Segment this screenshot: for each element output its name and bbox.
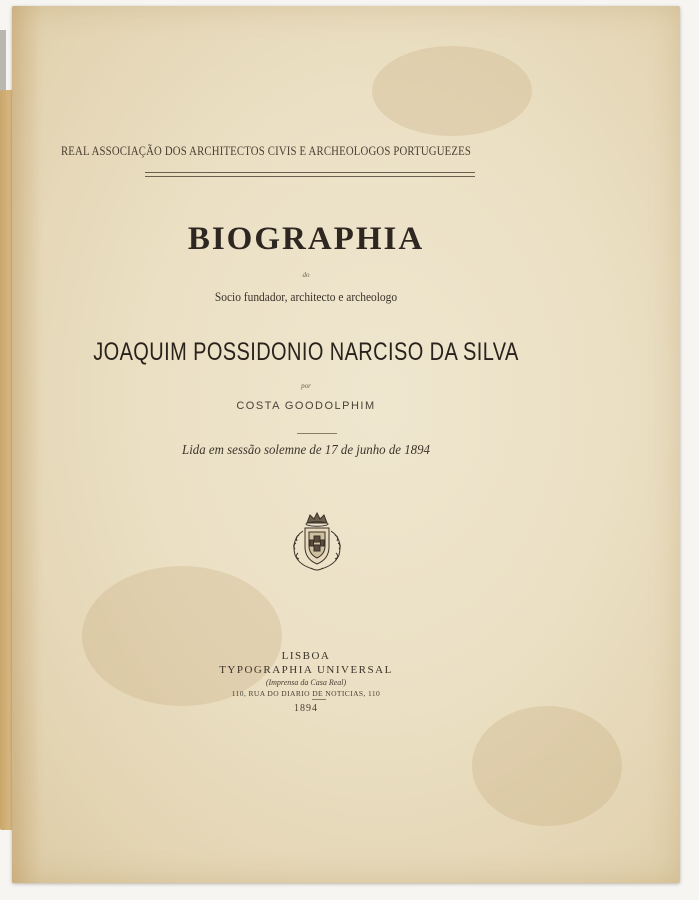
royal-coat-of-arms-icon: [283, 509, 351, 577]
imprint-printer-note: (Imprensa da Casa Real): [265, 678, 347, 687]
double-rule-bottom: [145, 176, 475, 177]
year-rule: [312, 699, 326, 700]
title-connector: do: [302, 271, 310, 279]
subject-description: Socio fundador, architecto e archeologo: [214, 289, 398, 304]
author-name: COSTA GOODOLPHIM: [236, 400, 376, 412]
imprint-year: 1894: [294, 703, 318, 714]
subject-name: JOAQUIM POSSIDONIO NARCISO DA SILVA: [93, 338, 519, 366]
association-heading: REAL ASSOCIAÇÃO DOS ARCHITECTOS CIVIS E ARCHEOLOGOS PORTUGUEZES: [60, 144, 472, 158]
imprint-city: LISBOA: [281, 650, 331, 662]
separator-rule: [297, 433, 337, 434]
reading-note: Lida em sessão solemne de 17 de junho de 1894: [182, 443, 430, 458]
title-page: [12, 6, 680, 883]
imprint-printer: TYPOGRAPHIA UNIVERSAL: [219, 664, 393, 676]
author-connector: por: [301, 382, 311, 390]
imprint-address: 110, RUA DO DIARIO DE NOTICIAS, 110: [231, 689, 381, 698]
paper-stain: [472, 706, 622, 826]
paper-stain: [372, 46, 532, 136]
double-rule-top: [145, 172, 475, 173]
page-title: BIOGRAPHIA: [187, 221, 425, 257]
